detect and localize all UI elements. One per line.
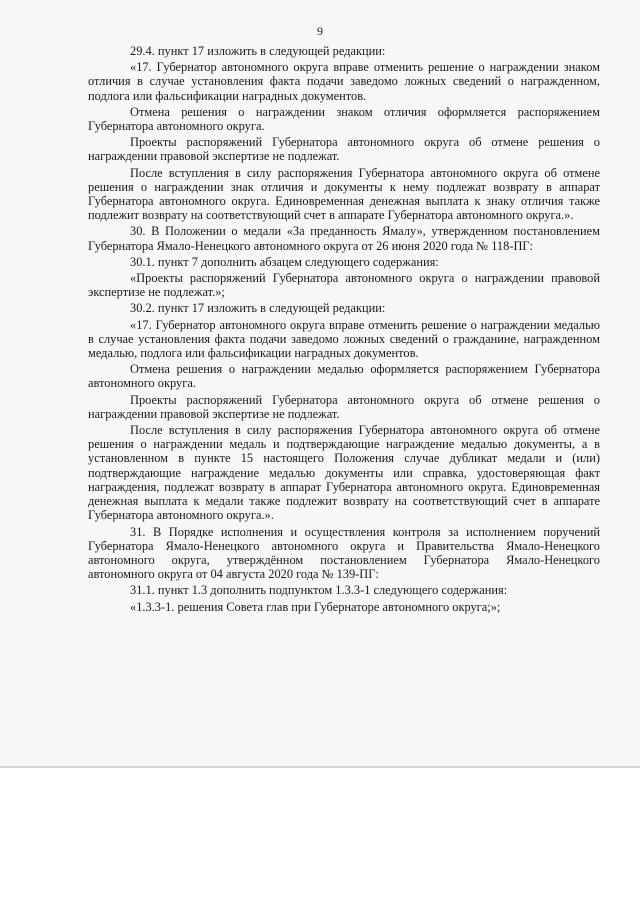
paragraph: «Проекты распоряжений Губернатора автономного округа о награждении правовой экспертизе не подлежат.»;: [88, 271, 600, 300]
paragraph: Отмена решения о награждении медалью оформляется распоряжением Губернатора автономного округа.: [88, 362, 600, 391]
paragraph: «17. Губернатор автономного округа вправе отменить решение о награждении медалью в случае установления факта подачи заведомо ложных сведений о гражданине, награжденном медалью, подлога или фальсификации наградных документов.: [88, 317, 600, 361]
paragraph: Проекты распоряжений Губернатора автономного округа об отмене решения о награждении правовой экспертизе не подлежат.: [88, 135, 600, 164]
paragraph: После вступления в силу распоряжения Губернатора автономного округа об отмене решения о награждении знак отличия и документы к нему подлежат возврату в аппарат Губернатора автономного округа. Единовременная денежная выплата к знаку отличия также подлежит возврату на соответствующий счет в аппарате Губернатора автономного округа.».: [88, 165, 600, 223]
document-body: [88, 44, 600, 616]
paragraph: 31.1. пункт 1.3 дополнить подпунктом 1.3.3-1 следующего содержания:: [130, 583, 508, 598]
page-number: 9: [317, 24, 323, 38]
paragraph: 30.2. пункт 17 изложить в следующей редакции:: [130, 301, 386, 316]
paragraph: «1.3.3-1. решения Совета глав при Губернаторе автономного округа;»;: [130, 599, 501, 614]
paragraph: Проекты распоряжений Губернатора автономного округа об отмене решения о награждении правовой экспертизе не подлежат.: [88, 392, 600, 421]
paragraph: 30.1. пункт 7 дополнить абзацем следующего содержания:: [130, 254, 439, 269]
paragraph: 30. В Положении о медали «За преданность Ямалу», утвержденном постановлением Губернатора Ямало-Ненецкого автономного округа от 26 июня 2020 года № 118-ПГ:: [88, 224, 600, 253]
paragraph: Отмена решения о награждении знаком отличия оформляется распоряжением Губернатора автономного округа.: [88, 104, 600, 134]
paragraph: После вступления в силу распоряжения Губернатора автономного округа об отмене решения о награждении медаль и подтверждающие награждение медалью документы, а в установленном в пункте 15 настоящего Положения случае дубликат медали и (или) подтверждающие награждение медалью документы или справка, удостоверяющая факт награждения, подлежат возврату в аппарат Губернатора автономного округа. Единовременная денежная выплата к медали также подлежит возврату на соответствующий счет в аппарате Губернатора автономного округа.».: [88, 423, 600, 523]
scan-bottom-edge: [0, 766, 640, 768]
paragraph: «17. Губернатор автономного округа вправе отменить решение о награждении знаком отличия в случае установления факта подачи заведомо ложных сведений о награжденном, подлога или фальсификации наградных документов.: [88, 60, 600, 103]
paragraph: 31. В Порядке исполнения и осуществления контроля за исполнением поручений Губернатора Ямало-Ненецкого автономного округа и Правительства Ямало-Ненецкого автономного округа, утверждённом постановлением Губернатора Ямало-Ненецкого автономного округа от 04 августа 2020 года № 139-ПГ:: [88, 524, 600, 582]
paragraph: 29.4. пункт 17 изложить в следующей редакции:: [130, 44, 386, 58]
